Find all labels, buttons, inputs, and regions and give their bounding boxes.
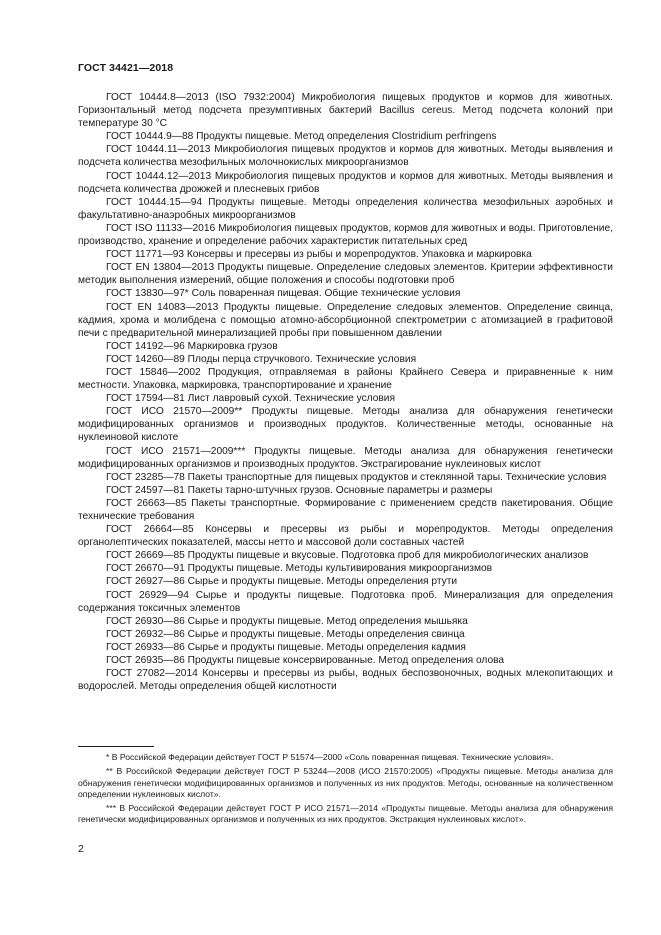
reference-item: ГОСТ 13830—97* Соль поваренная пищевая. Общие технические условия <box>106 288 461 300</box>
reference-item: ГОСТ 26932—86 Сырье и продукты пищевые. Методы определения свинца <box>106 628 465 640</box>
reference-item: ГОСТ 14192—96 Маркировка грузов <box>106 340 278 352</box>
reference-item: ГОСТ 11771—93 Консервы и пресервы из рыбы и морепродуктов. Упаковка и маркировка <box>106 249 532 261</box>
reference-item: ГОСТ 10444.8—2013 (ISO 7932:2004) Микробиология пищевых продуктов и кормов для животных. Горизонтальный метод подсчета презумптивных бактерий Bacillus cereus. Метод подсчета колоний при температуре 30 °С <box>78 92 613 130</box>
reference-item: ГОСТ 26935—86 Продукты пищевые консервированные. Метод определения олова <box>106 655 505 667</box>
reference-item: ГОСТ 26664—85 Консервы и пресервы из рыбы и морепродуктов. Методы определения органолептических показателей, массы нетто и массовой доли составных частей <box>78 524 613 549</box>
reference-item: ГОСТ 26933—86 Сырье и продукты пищевые. Методы определения кадмия <box>106 641 466 653</box>
reference-item: ГОСТ ИСО 21570—2009** Продукты пищевые. Методы анализа для обнаружения генетически модифицированных организмов и производных продуктов. Количественные методы, основанные на нуклеиновой кислоте <box>78 406 613 444</box>
reference-item: ГОСТ 26929—94 Сырье и продукты пищевые. Подготовка проб. Минерализация для определения содержания токсичных элементов <box>78 589 613 614</box>
reference-item: ГОСТ 10444.15—94 Продукты пищевые. Методы определения количества мезофильных аэробных и факультативно-анаэробных микроорганизмов <box>78 196 613 221</box>
reference-item: ГОСТ 24597—81 Пакеты тарно-штучных грузов. Основные параметры и размеры <box>106 484 493 496</box>
reference-item: ГОСТ 10444.9—88 Продукты пищевые. Метод определения Clostridium perfringens <box>106 131 497 143</box>
reference-item: ГОСТ ИСО 21571—2009*** Продукты пищевые. Методы анализа для обнаружения генетически модифицированных организмов и производных продуктов. Экстрагирование нуклеиновых кислот <box>78 445 613 470</box>
reference-item: ГОСТ EN 14083—2013 Продукты пищевые. Определение следовых элементов. Определение свинца, кадмия, хрома и молибдена с помощью атомно-абсорбционной спектрометрии с атомизацией в графитовой печи с предварительной минерализацией пробы при повышенном давлении <box>78 301 613 339</box>
reference-item: ГОСТ 15846—2002 Продукция, отправляемая в районы Крайнего Севера и приравненные к ним местности. Упаковка, маркировка, транспортирование и хранение <box>78 366 613 392</box>
footnote: * В Российской Федерации действует ГОСТ Р 51574—2000 «Соль поваренная пищевая. Технические условия». <box>106 752 554 762</box>
footnote: ** В Российской Федерации действует ГОСТ Р 53244—2008 (ИСО 21570:2005) «Продукты пищевые. Методы анализа для обнаружения генетически модифицированных организмов и полученных из них продуктов. Методы, основанные на количественном определении нуклеиновых кислот». <box>78 766 613 799</box>
page-number: 2 <box>78 843 84 855</box>
footnote-divider <box>78 746 154 747</box>
reference-item: ГОСТ ISO 11133—2016 Микробиология пищевых продуктов, кормов для животных и воды. Приготовление, производство, хранение и определение рабочих характеристик питательных сред <box>78 222 613 248</box>
reference-item: ГОСТ 23285—78 Пакеты транспортные для пищевых продуктов и стеклянной тары. Технические условия <box>106 471 607 483</box>
reference-item: ГОСТ 26669—85 Продукты пищевые и вкусовые. Подготовка проб для микробиологических анализов <box>106 550 589 562</box>
reference-item: ГОСТ 26663—85 Пакеты транспортные. Формирование с применением средств пакетирования. Общие технические требования <box>78 497 613 522</box>
reference-item: ГОСТ 26930—86 Сырье и продукты пищевые. Метод определения мышьяка <box>106 615 468 627</box>
reference-item: ГОСТ 27082—2014 Консервы и пресервы из рыбы, водных беспозвоночных, водных млекопитающих и водорослей. Методы определения общей кислотности <box>78 668 613 693</box>
reference-item: ГОСТ 17594—81 Лист лавровый сухой. Технические условия <box>106 393 396 405</box>
document-header: ГОСТ 34421—2018 <box>78 62 174 74</box>
reference-item: ГОСТ 14260—89 Плоды перца стручкового. Технические условия <box>106 353 417 365</box>
normative-references-list <box>78 91 613 693</box>
footnotes <box>78 752 613 829</box>
reference-item: ГОСТ 10444.12—2013 Микробиология пищевых продуктов и кормов для животных. Методы выявления и подсчета количества дрожжей и плесневых грибов <box>78 170 613 195</box>
reference-item: ГОСТ 10444.11—2013 Микробиология пищевых продуктов и кормов для животных. Методы выявления и подсчета количества мезофильных молочнокислых микроорганизмов <box>78 144 613 169</box>
reference-item: ГОСТ 26670—91 Продукты пищевые. Методы культивирования микроорганизмов <box>106 563 493 575</box>
reference-item: ГОСТ 26927—86 Сырье и продукты пищевые. Методы определения ртути <box>106 576 458 588</box>
reference-item: ГОСТ EN 13804—2013 Продукты пищевые. Определение следовых элементов. Критерии эффективности методик выполнения измерений, общие положения и способы подготовки проб <box>78 262 613 287</box>
footnote: *** В Российской Федерации действует ГОСТ Р ИСО 21571—2014 «Продукты пищевые. Методы анализа для обнаружения генетически модифицированных организмов и полученных из них продуктов. Экстракция нуклеиновых кислот». <box>78 803 613 825</box>
